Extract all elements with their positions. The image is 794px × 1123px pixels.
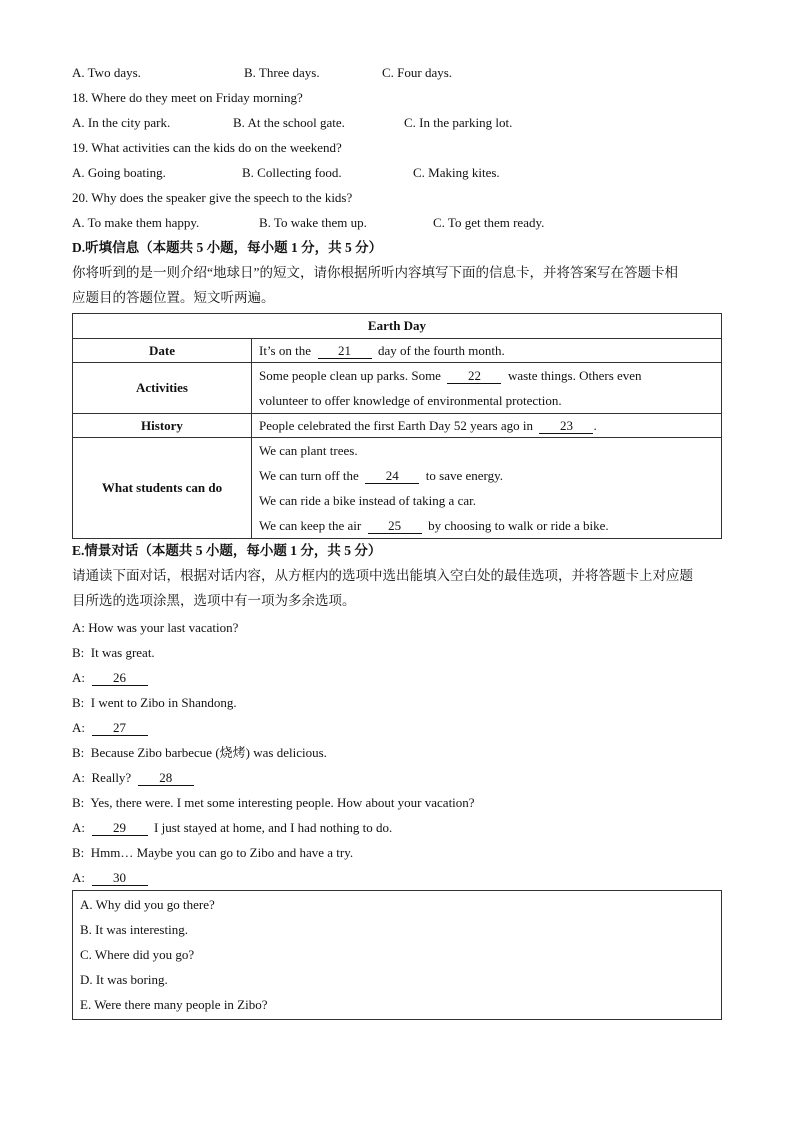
activities-cell: Some people clean up parks. Some 22 waste things. Others even volunteer to offer knowledge of environmental protection. bbox=[252, 363, 722, 414]
q17-option-c[interactable]: C. Four days. bbox=[382, 65, 453, 80]
q19-options bbox=[72, 162, 722, 187]
choice-a[interactable]: A. Why did you go there? bbox=[80, 897, 215, 912]
date-cell: It’s on the 21 day of the fourth month. bbox=[252, 339, 722, 363]
blank-28[interactable]: 28 bbox=[138, 770, 194, 786]
q20-option-c[interactable]: C. To get them ready. bbox=[433, 215, 545, 230]
blank-22[interactable]: 22 bbox=[447, 368, 501, 384]
choice-e[interactable]: E. Were there many people in Zibo? bbox=[80, 997, 268, 1012]
dialogue-line: A: 27 bbox=[72, 715, 722, 740]
section-e-instruction-1: 请通读下面对话，根据对话内容，从方框内的选项中选出能填入空白处的最佳选项，并将答题卡上对应题 bbox=[72, 568, 693, 583]
info-card-title: Earth Day bbox=[73, 314, 722, 339]
section-d-instruction-1: 你将听到的是一则介绍“地球日”的短文，请你根据所听内容填写下面的信息卡，并将答案写在答题卡相 bbox=[72, 265, 678, 280]
dialogue-line: A: 30 bbox=[72, 865, 722, 890]
q20-option-a[interactable]: A. To make them happy. bbox=[72, 215, 200, 230]
choices-box bbox=[72, 890, 722, 1020]
q20-options bbox=[72, 212, 722, 237]
dialogue-line: A: 29 I just stayed at home, and I had nothing to do. bbox=[72, 820, 393, 835]
dialogue-line: A: Really? 28 bbox=[72, 765, 722, 790]
q18-option-a[interactable]: A. In the city park. bbox=[72, 115, 171, 130]
section-e-instruction-2: 目所选的选项涂黑，选项中有一项为多余选项。 bbox=[72, 593, 356, 608]
earth-day-info-card bbox=[72, 313, 722, 539]
choice-c[interactable]: C. Where did you go? bbox=[80, 947, 195, 962]
q20-stem: 20. Why does the speaker give the speech to the kids? bbox=[72, 190, 353, 205]
q18-option-c[interactable]: C. In the parking lot. bbox=[404, 115, 513, 130]
q17-option-a[interactable]: A. Two days. bbox=[72, 65, 141, 80]
q18-options bbox=[72, 112, 722, 137]
dialogue-line: B: Yes, there were. I met some interesting people. How about your vacation? bbox=[72, 795, 475, 810]
blank-23[interactable]: 23 bbox=[539, 418, 593, 434]
dialogue-line: B: I went to Zibo in Shandong. bbox=[72, 695, 237, 710]
q17-options bbox=[72, 62, 722, 87]
exam-page bbox=[72, 62, 722, 1020]
dialogue-line: B: It was great. bbox=[72, 645, 155, 660]
dialogue-line: B: Because Zibo barbecue (烧烤) was delicious. bbox=[72, 745, 327, 760]
q19-option-a[interactable]: A. Going boating. bbox=[72, 165, 166, 180]
choice-d[interactable]: D. It was boring. bbox=[80, 972, 168, 987]
section-d-title: D.听填信息（本题共 5 小题，每小题 1 分，共 5 分） bbox=[72, 240, 383, 255]
dialogue bbox=[72, 615, 722, 890]
students-label: What students can do bbox=[73, 438, 252, 539]
date-label: Date bbox=[73, 339, 252, 363]
section-d-instruction-2: 应题目的答题位置。短文听两遍。 bbox=[72, 290, 275, 305]
q17-option-b[interactable]: B. Three days. bbox=[244, 65, 320, 80]
section-e-title: E.情景对话（本题共 5 小题，每小题 1 分，共 5 分） bbox=[72, 543, 382, 558]
blank-29[interactable]: 29 bbox=[92, 820, 148, 836]
history-cell: People celebrated the first Earth Day 52 years ago in 23 . bbox=[252, 414, 722, 438]
q18-option-b[interactable]: B. At the school gate. bbox=[233, 115, 345, 130]
blank-25[interactable]: 25 bbox=[368, 518, 422, 534]
q19-option-b[interactable]: B. Collecting food. bbox=[242, 165, 342, 180]
blank-21[interactable]: 21 bbox=[318, 343, 372, 359]
q19-stem: 19. What activities can the kids do on the weekend? bbox=[72, 140, 342, 155]
dialogue-line: A: How was your last vacation? bbox=[72, 620, 239, 635]
students-cell: We can plant trees. We can turn off the 24 to save energy. We can ride a bike instead of taking a car. We can keep the air 25 by choosing to walk or ride a bike. bbox=[252, 438, 722, 539]
q19-option-c[interactable]: C. Making kites. bbox=[413, 165, 500, 180]
history-label: History bbox=[73, 414, 252, 438]
blank-27[interactable]: 27 bbox=[92, 720, 148, 736]
blank-24[interactable]: 24 bbox=[365, 468, 419, 484]
dialogue-line: B: Hmm… Maybe you can go to Zibo and have a try. bbox=[72, 845, 354, 860]
q20-option-b[interactable]: B. To wake them up. bbox=[259, 215, 367, 230]
blank-30[interactable]: 30 bbox=[92, 870, 148, 886]
blank-26[interactable]: 26 bbox=[92, 670, 148, 686]
choice-b[interactable]: B. It was interesting. bbox=[80, 922, 188, 937]
q18-stem: 18. Where do they meet on Friday morning? bbox=[72, 90, 303, 105]
activities-label: Activities bbox=[73, 363, 252, 414]
dialogue-line: A: 26 bbox=[72, 665, 722, 690]
